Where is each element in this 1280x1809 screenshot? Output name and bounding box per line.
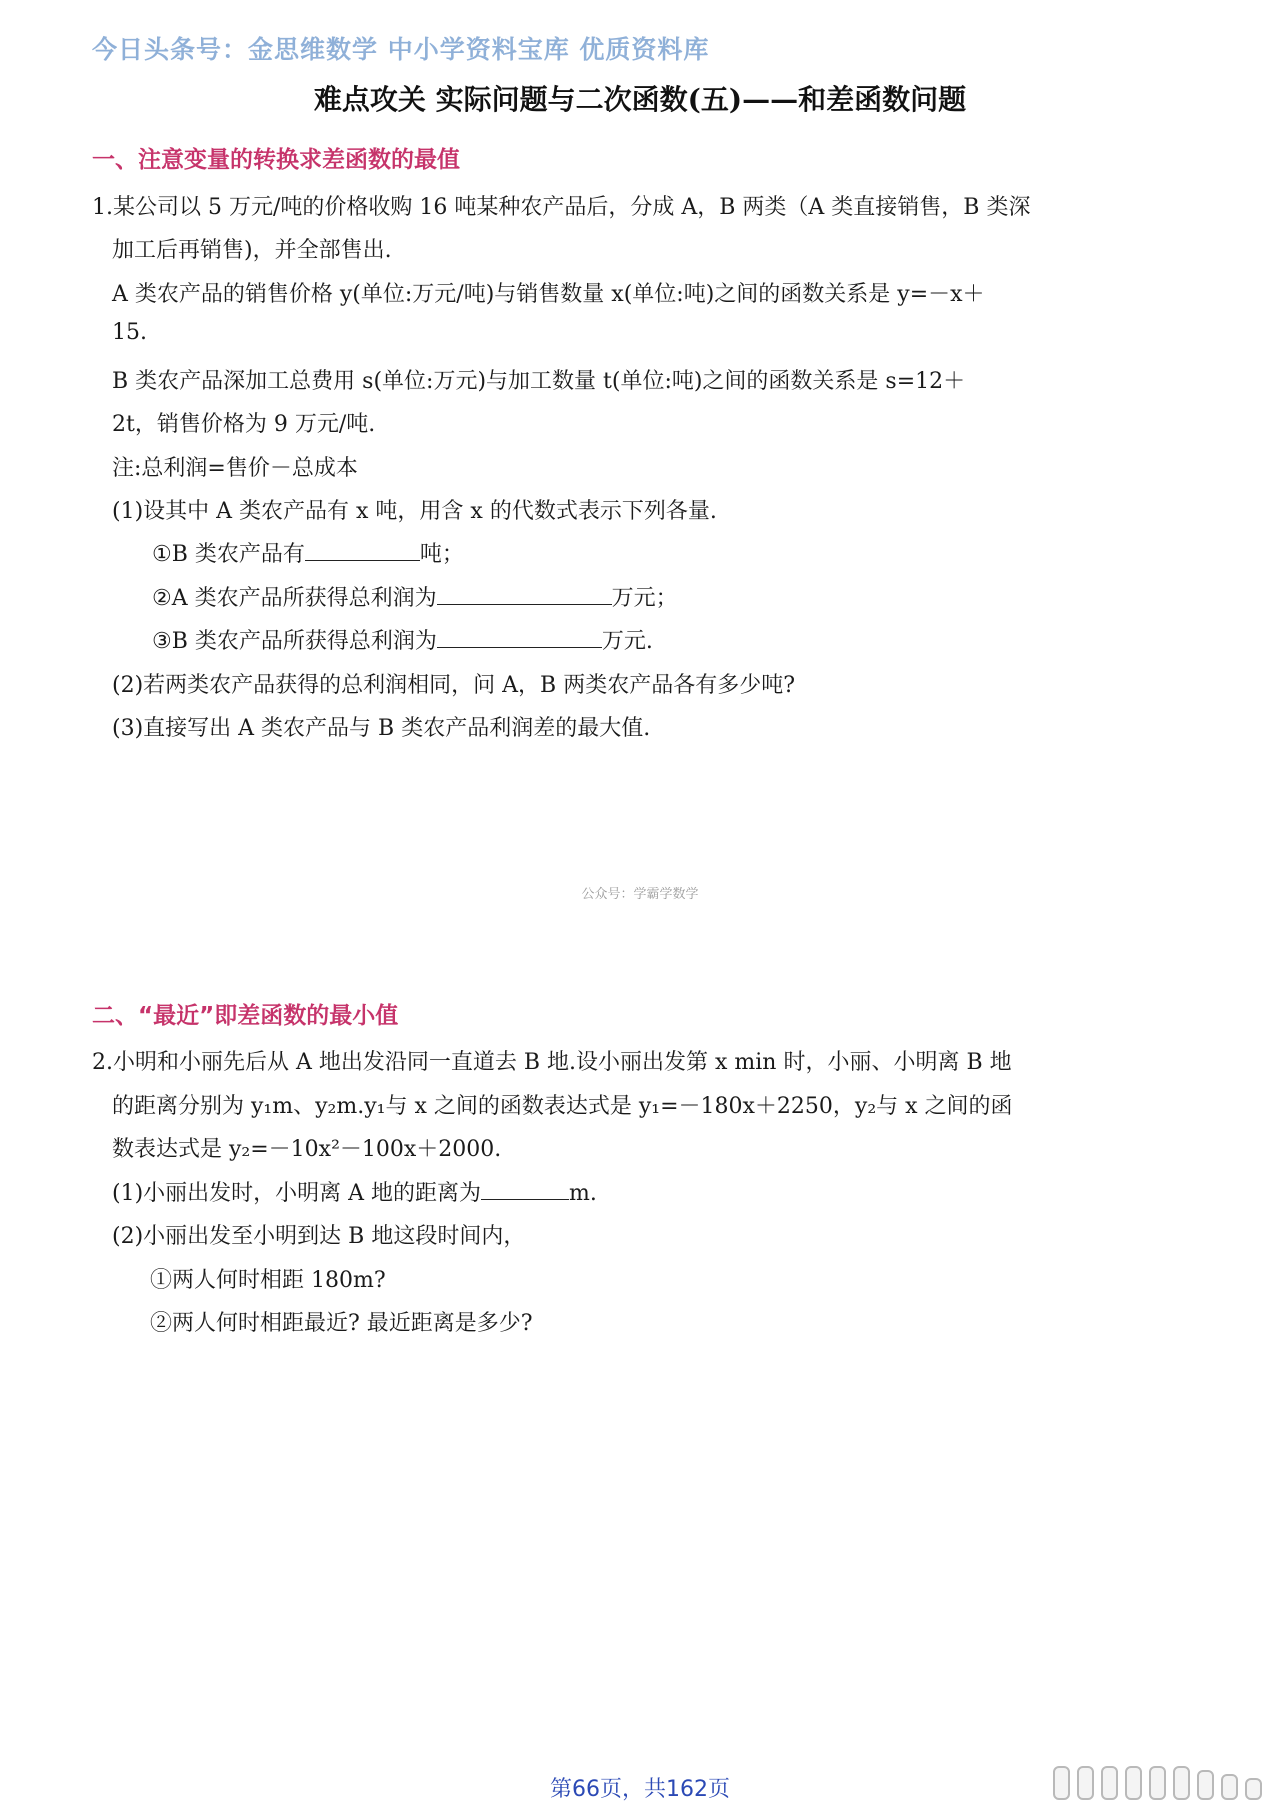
problem1-q1: (1)设其中 A 类农产品有 x 吨，用含 x 的代数式表示下列各量. (112, 499, 717, 524)
problem1-note: 注:总利润=售价－总成本 (112, 456, 358, 481)
answer-blank[interactable] (437, 627, 602, 648)
sub3-text: ③B 类农产品所获得总利润为 (152, 629, 437, 654)
answer-blank[interactable] (305, 540, 420, 561)
problem1-line: A 类农产品的销售价格 y(单位:万元/吨)与销售数量 x(单位:吨)之间的函数关系是 y=－x＋ (112, 282, 985, 307)
section1-heading: 一、注意变量的转换求差函数的最值 (92, 147, 460, 173)
sub3-unit: 万元. (601, 629, 653, 654)
problem1-q2: (2)若两类农产品获得的总利润相同，问 A，B 两类农产品各有多少吨? (112, 673, 796, 698)
problem1-sub1 (152, 537, 464, 568)
q1-unit: m. (569, 1181, 597, 1206)
problem2-line: 的距离分别为 y₁m、y₂m.y₁与 x 之间的函数表达式是 y₁=－180x＋2250，y₂与 x 之间的函 (112, 1094, 1013, 1119)
page-title: 难点攻关 实际问题与二次函数(五)——和差函数问题 (313, 83, 967, 116)
problem2-q2: (2)小丽出发至小明到达 B 地这段时间内， (112, 1224, 526, 1249)
sub2-unit: 万元； (611, 586, 678, 611)
sub1-text: ①B 类农产品有 (152, 542, 305, 567)
header-banner: 今日头条号：金思维数学 中小学资料宝库 优质资料库 (92, 35, 710, 64)
section2-heading: 二、“最近”即差函数的最小值 (92, 1003, 399, 1029)
page-counter: 第66页，共162页 (550, 1777, 730, 1802)
watermark: 公众号：学霸学数学 (581, 887, 699, 902)
problem1-line: B 类农产品深加工总费用 s(单位:万元)与加工数量 t(单位:吨)之间的函数关系是 s=12＋ (112, 369, 966, 394)
problem2-line: 2.小明和小丽先后从 A 地出发沿同一直道去 B 地.设小丽出发第 x min 时，小丽、小明离 B 地 (92, 1050, 1012, 1075)
problem1-line: 2t，销售价格为 9 万元/吨. (112, 412, 376, 437)
problem1-line: 1.某公司以 5 万元/吨的价格收购 16 吨某种农产品后，分成 A，B 两类（A 类直接销售，B 类深 (92, 195, 1031, 220)
problem1-q3: (3)直接写出 A 类农产品与 B 类农产品利润差的最大值. (112, 716, 651, 741)
problem1-line: 加工后再销售)，并全部售出. (112, 238, 392, 263)
problem2-q2a: ①两人何时相距 180m? (150, 1268, 386, 1293)
answer-blank[interactable] (437, 584, 612, 605)
problem1-sub2 (152, 581, 678, 612)
problem2-q1 (112, 1176, 597, 1207)
problem1-line: 15. (112, 320, 147, 345)
answer-blank[interactable] (481, 1179, 569, 1200)
problem2-line: 数表达式是 y₂=－10x²－100x＋2000. (112, 1137, 502, 1162)
sub2-text: ②A 类农产品所获得总利润为 (152, 586, 437, 611)
sub1-unit: 吨； (419, 542, 464, 567)
problem2-q2b: ②两人何时相距最近? 最近距离是多少? (150, 1311, 533, 1336)
page-strip-icon (1053, 1766, 1262, 1800)
q1-text: (1)小丽出发时，小明离 A 地的距离为 (112, 1181, 482, 1206)
problem1-sub3 (152, 624, 653, 655)
